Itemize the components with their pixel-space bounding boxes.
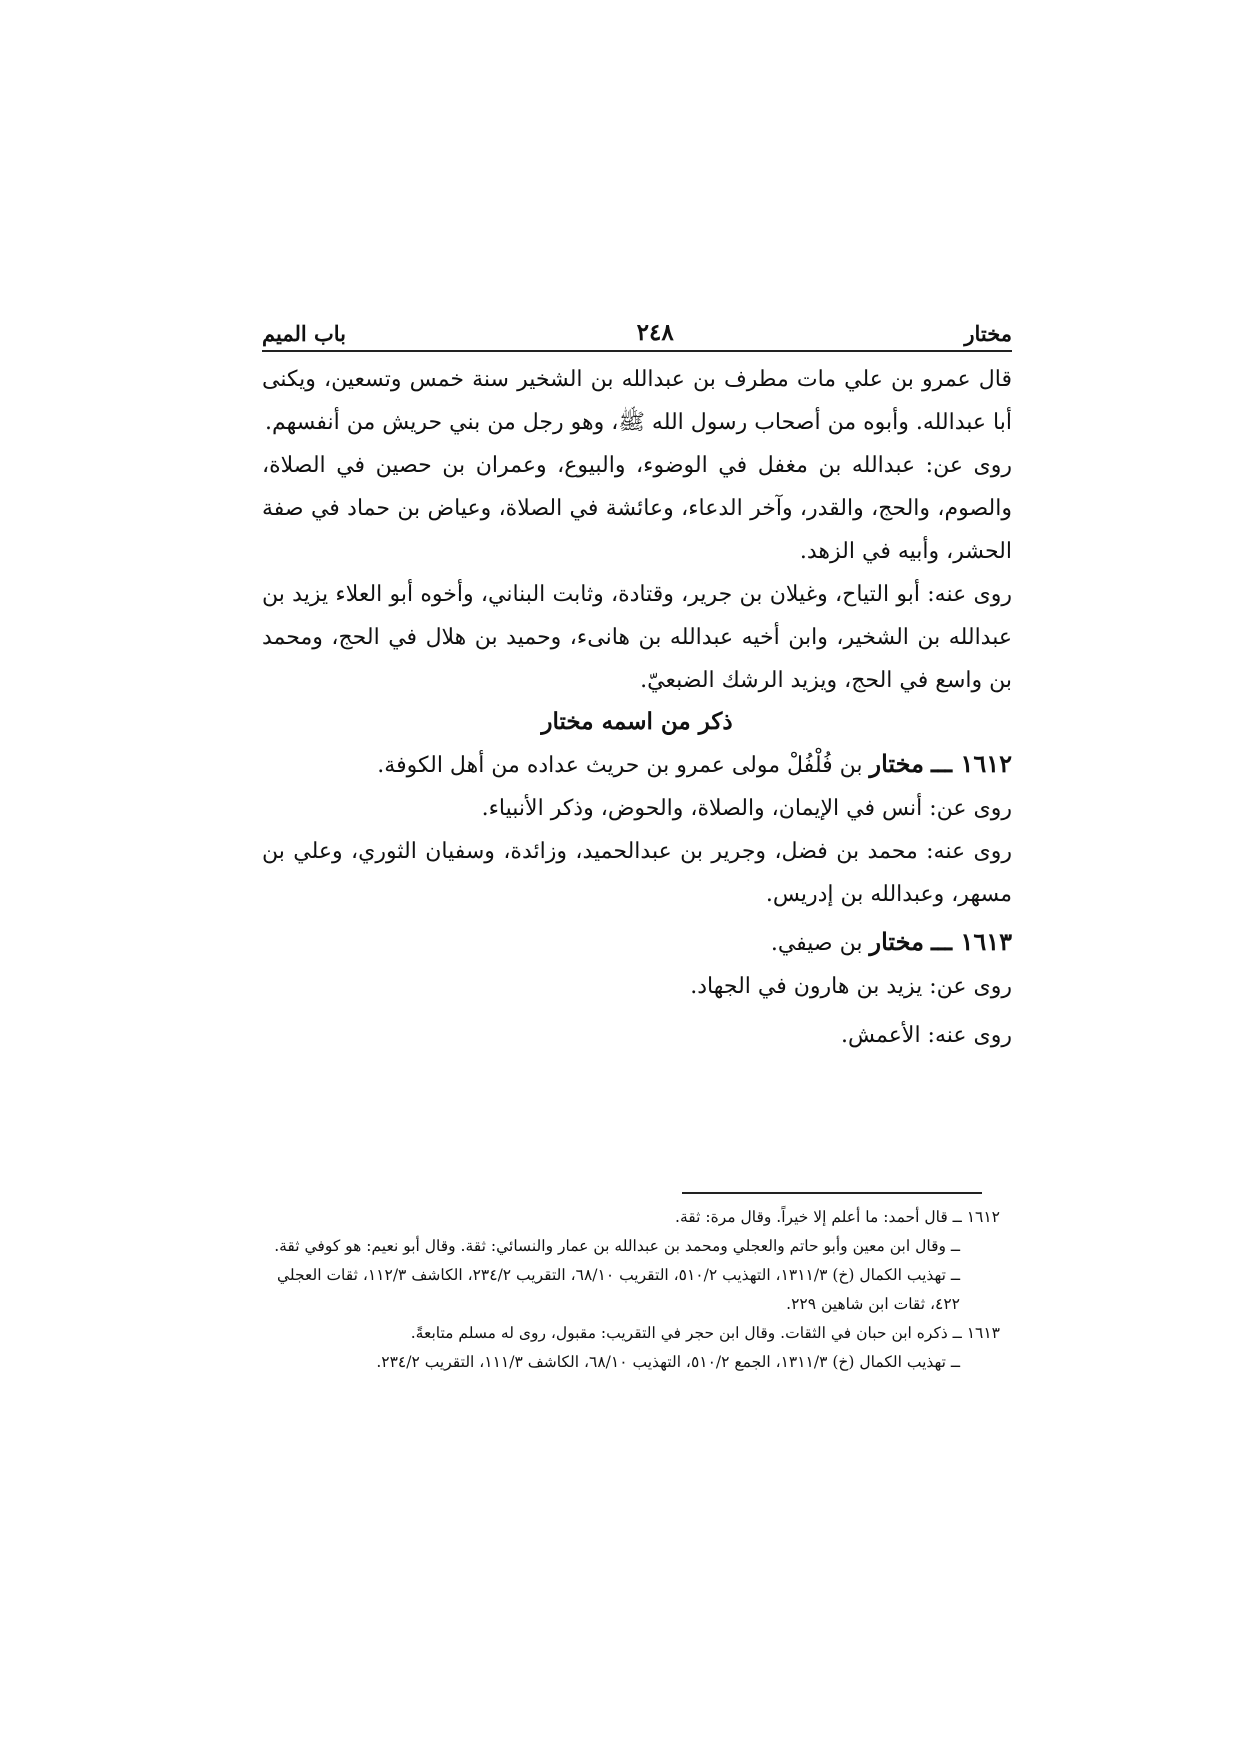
entry-1612-narrated-from: روى عن: أنس في الإيمان، والصلاة، والحوض، وذكر الأنبياء. [481,796,1012,821]
entry-1612-narrated-by: روى عنه: محمد بن فضل، وجرير بن عبدالحميد، وزائدة، وسفيان الثوري، وعلي بن مسهر، وعبدالله بن إدريس. [262,839,1012,907]
entry-name: مختار [869,927,924,956]
page-number: ٢٤٨ [636,319,674,346]
entry-1613-narrated-by: روى عنه: الأعمش. [841,1023,1012,1048]
entry-name: مختار [869,749,924,778]
header-entry-name: مختار [964,321,1012,346]
header-chapter-title: باب الميم [262,321,347,346]
entry-1612-heading [262,742,1012,787]
section-title: ذكر من اسمه مختار [541,708,733,735]
footnotes [262,1203,1000,1377]
running-header [262,302,1012,352]
paragraph-narrated-by: روى عنه: أبو التياح، وغيلان بن جرير، وقتادة، وثابت البناني، وأخوه أبو العلاء يزيد بن عبدالله بن الشخير، وابن أخيه عبدالله بن هانىء، وحميد بن هلال في الحج، ومحمد بن واسع في الحج، ويزيد الرشك الضبعيّ. [262,582,1012,693]
entry-number: ١٦١٣ ـــ [930,927,1012,956]
entry-description: بن فُلْفُلْ مولى عمرو بن حريث عداده من أهل الكوفة. [377,753,863,778]
entry-number: ١٦١٢ ـــ [930,749,1012,778]
entry-description: بن صيفي. [770,931,863,956]
main-text [262,358,1012,1057]
footnote-separator [682,1192,982,1194]
footnote-1612-line: ــ تهذيب الكمال (خ) ١٣١١/٣، التهذيب ٥١٠/٢، التقريب ٦٨/١٠، التقريب ٢٣٤/٢، الكاشف ١١٢/٣، ثقات العجلي ٤٢٢، ثقات ابن شاهين ٢٢٩. [276,1266,960,1313]
paragraph-death-note: قال عمرو بن علي مات مطرف بن عبدالله بن الشخير سنة خمس وتسعين، ويكنى أبا عبدالله. وأبوه من أصحاب رسول الله ﷺ، وهو رجل من بني حريش من أنفسهم. [262,367,1012,435]
footnote-1613-line: ــ تهذيب الكمال (خ) ١٣١١/٣، الجمع ٥١٠/٢، التهذيب ٦٨/١٠، الكاشف ١١١/٣، التقريب ٢٣٤/٢. [376,1353,960,1371]
footnote-1612-line: ١٦١٢ ــ قال أحمد: ما أعلم إلا خيراً. وقال مرة: ثقة. [675,1208,1000,1226]
footnote-1613-line: ١٦١٣ ــ ذكره ابن حبان في الثقات. وقال ابن حجر في التقريب: مقبول، روى له مسلم متابعةً. [410,1324,1000,1342]
entry-1613-narrated-from: روى عن: يزيد بن هارون في الجهاد. [690,974,1012,999]
paragraph-narrated-from: روى عن: عبدالله بن مغفل في الوضوء، والبيوع، وعمران بن حصين في الصلاة، والصوم، والحج، والقدر، وآخر الدعاء، وعائشة في الصلاة، وعياض بن حماد في صفة الحشر، وأبيه في الزهد. [262,453,1012,564]
entry-1613-heading [262,920,1012,965]
footnote-1612-line: ــ وقال ابن معين وأبو حاتم والعجلي ومحمد بن عبدالله بن عمار والنسائي: ثقة. وقال أبو نعيم: هو كوفي ثقة. [274,1237,960,1255]
